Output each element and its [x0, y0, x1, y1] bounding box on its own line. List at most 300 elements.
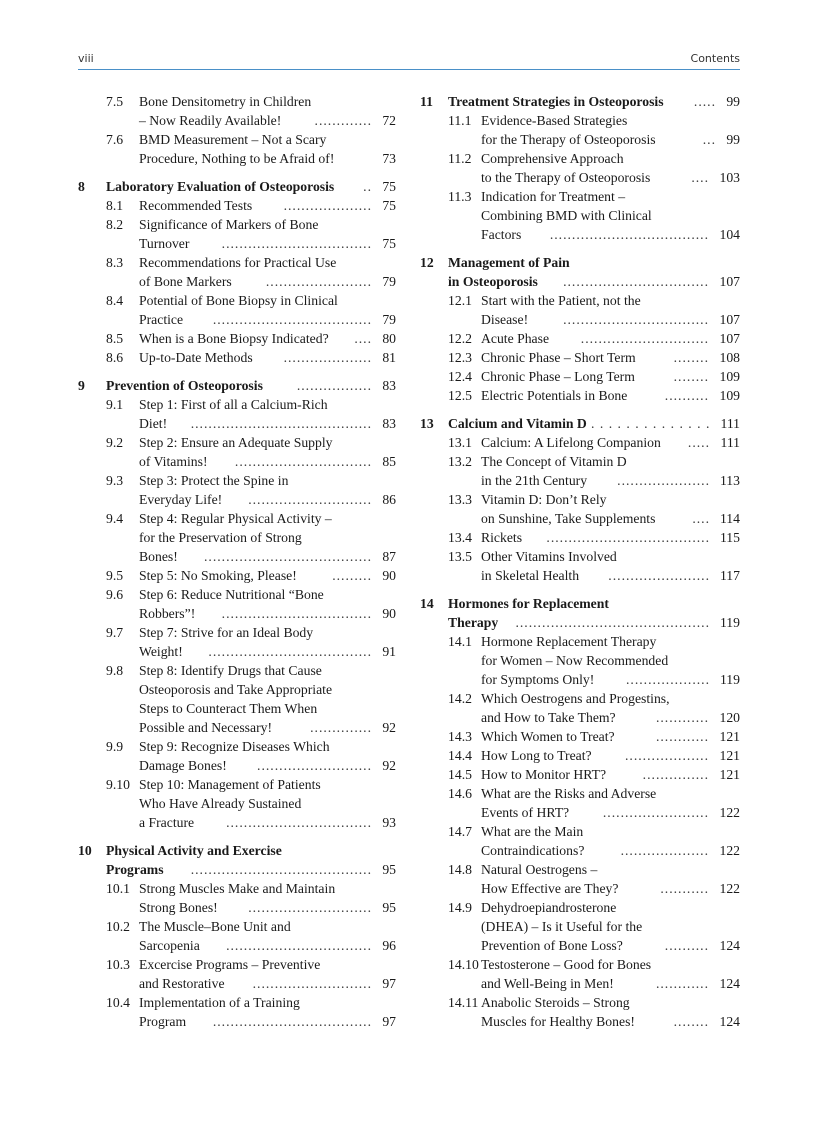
- toc-section-entry[interactable]: [78, 196, 396, 215]
- chapter-spacer: [420, 405, 740, 414]
- toc-section-entry[interactable]: [420, 367, 740, 386]
- page-number: 86: [382, 492, 396, 507]
- section-title: Recommendations for Practical Use: [139, 255, 337, 270]
- section-title: Sarcopenia: [139, 938, 200, 953]
- page-number: 95: [382, 900, 396, 915]
- section-title: Prevention of Bone Loss?: [481, 938, 623, 953]
- toc-section-entry[interactable]: [420, 225, 740, 244]
- section-title: Program: [139, 1014, 187, 1029]
- page-number: 96: [382, 938, 396, 953]
- section-title: How to Monitor HRT?: [481, 767, 607, 782]
- dot-leader: ........: [673, 369, 709, 384]
- page-number: 107: [719, 331, 740, 346]
- page-number: 90: [382, 606, 396, 621]
- toc-section-entry[interactable]: [78, 329, 396, 348]
- dot-leader: .........................................: [190, 416, 372, 431]
- section-number: 9.7: [106, 625, 124, 640]
- section-title: Osteoporosis and Take Appropriate: [139, 682, 333, 697]
- section-title: and Restorative: [139, 976, 225, 991]
- toc-section-entry[interactable]: [420, 547, 740, 566]
- dot-leader: .....................................: [546, 530, 710, 545]
- section-number: 13.5: [448, 549, 472, 564]
- toc-section-entry[interactable]: [78, 111, 396, 130]
- toc-section-entry[interactable]: [420, 727, 740, 746]
- page-number: 92: [382, 758, 396, 773]
- dot-leader: ...........: [660, 881, 709, 896]
- section-title: Diet!: [139, 416, 168, 431]
- dot-leader: ............................................: [515, 615, 710, 630]
- page-number: 111: [720, 435, 740, 450]
- dot-leader: .................................: [226, 938, 372, 953]
- section-number: 14.7: [448, 824, 472, 839]
- toc-section-entry[interactable]: [78, 623, 396, 642]
- toc-section-entry[interactable]: [78, 149, 396, 168]
- dot-leader: ............: [655, 710, 709, 725]
- dot-leader: .....................................: [208, 644, 372, 659]
- toc-section-entry[interactable]: [420, 670, 740, 689]
- section-title: Calcium: A Lifelong Companion: [481, 435, 661, 450]
- section-title: – Now Readily Available!: [139, 113, 282, 128]
- page-number: 122: [719, 881, 740, 896]
- dot-leader: ............................: [248, 492, 372, 507]
- toc-section-entry[interactable]: [420, 329, 740, 348]
- section-number: 7.6: [106, 132, 124, 147]
- toc-section-entry[interactable]: [78, 452, 396, 471]
- page-number: 124: [719, 938, 740, 953]
- chapter-number: 8: [78, 179, 85, 194]
- dot-leader: ...............: [642, 767, 709, 782]
- toc-section-entry[interactable]: [420, 168, 740, 187]
- toc-section-entry[interactable]: [78, 92, 396, 111]
- toc-chapter-entry[interactable]: [420, 272, 740, 291]
- page-number: 90: [382, 568, 396, 583]
- section-title: Step 6: Reduce Nutritional “Bone: [139, 587, 324, 602]
- dot-leader: ...................: [625, 672, 710, 687]
- chapter-spacer: [420, 585, 740, 594]
- page-number: 81: [382, 350, 396, 365]
- section-title: Significance of Markers of Bone: [139, 217, 319, 232]
- toc-section-entry[interactable]: [420, 291, 740, 310]
- section-title: Comprehensive Approach: [481, 151, 624, 166]
- section-number: 8.2: [106, 217, 124, 232]
- section-title: for the Preservation of Strong: [139, 530, 302, 545]
- chapter-spacer: [78, 832, 396, 841]
- chapter-title: Prevention of Osteoporosis: [106, 378, 263, 393]
- toc-right-column: [420, 92, 740, 1031]
- section-title: Factors: [481, 227, 522, 242]
- section-title: Step 1: First of all a Calcium-Rich: [139, 397, 328, 412]
- section-title: Anabolic Steroids – Strong: [481, 995, 630, 1010]
- dot-leader: ..........: [664, 388, 709, 403]
- toc-section-entry[interactable]: [78, 585, 396, 604]
- section-title: Strong Bones!: [139, 900, 218, 915]
- toc-section-entry[interactable]: [420, 917, 740, 936]
- section-title: Contraindications?: [481, 843, 585, 858]
- dot-leader: ...........................: [252, 976, 372, 991]
- toc-section-entry[interactable]: [420, 784, 740, 803]
- page-number: 97: [382, 1014, 396, 1029]
- toc-section-entry[interactable]: [78, 234, 396, 253]
- section-title: Evidence-Based Strategies: [481, 113, 628, 128]
- toc-section-entry[interactable]: [420, 955, 740, 974]
- toc-chapter-entry[interactable]: [78, 177, 396, 196]
- section-number: 13.4: [448, 530, 472, 545]
- section-title: Hormone Replacement Therapy: [481, 634, 657, 649]
- section-number: 8.4: [106, 293, 124, 308]
- toc-section-entry[interactable]: [420, 746, 740, 765]
- section-number: 12.2: [448, 331, 472, 346]
- page-number: 111: [720, 416, 740, 431]
- section-title: Disease!: [481, 312, 529, 327]
- dot-leader: .................................: [226, 815, 372, 830]
- toc-section-entry[interactable]: [78, 130, 396, 149]
- section-number: 8.6: [106, 350, 124, 365]
- chapter-number: 13: [420, 416, 434, 431]
- section-title: for Symptoms Only!: [481, 672, 595, 687]
- running-title: Contents: [690, 52, 740, 65]
- page-number: 97: [382, 976, 396, 991]
- page-number: 109: [719, 369, 740, 384]
- toc-section-entry[interactable]: [78, 291, 396, 310]
- toc-section-entry[interactable]: [78, 253, 396, 272]
- chapter-title: Treatment Strategies in Osteoporosis: [448, 94, 664, 109]
- toc-section-entry[interactable]: [78, 1012, 396, 1031]
- section-number: 14.8: [448, 862, 472, 877]
- section-title: of Bone Markers: [139, 274, 232, 289]
- toc-section-entry[interactable]: [420, 841, 740, 860]
- section-title: Weight!: [139, 644, 183, 659]
- dot-leader: ....: [692, 511, 710, 526]
- section-title: How Effective are They?: [481, 881, 619, 896]
- chapter-title: Programs: [106, 862, 164, 877]
- toc-section-entry[interactable]: [420, 310, 740, 329]
- toc-section-entry[interactable]: [420, 149, 740, 168]
- toc-section-entry[interactable]: [78, 547, 396, 566]
- dot-leader: ....................: [283, 198, 372, 213]
- toc-section-entry[interactable]: [78, 433, 396, 452]
- toc-section-entry[interactable]: [420, 860, 740, 879]
- toc-section-entry[interactable]: [420, 974, 740, 993]
- section-title: of Vitamins!: [139, 454, 208, 469]
- dot-leader: ........................: [265, 274, 372, 289]
- toc-section-entry[interactable]: [78, 414, 396, 433]
- chapter-title: in Osteoporosis: [448, 274, 538, 289]
- section-title: How Long to Treat?: [481, 748, 592, 763]
- dot-leader: .......................: [608, 568, 710, 583]
- section-number: 9.9: [106, 739, 124, 754]
- toc-section-entry[interactable]: [78, 661, 396, 680]
- section-number: 14.10: [448, 957, 479, 972]
- toc-section-entry[interactable]: [420, 452, 740, 471]
- section-title: Everyday Life!: [139, 492, 223, 507]
- dot-leader: ....................................: [212, 312, 372, 327]
- page-number: 80: [382, 331, 396, 346]
- toc-section-entry[interactable]: [420, 879, 740, 898]
- toc-section-entry[interactable]: [78, 756, 396, 775]
- dot-leader: ..............: [310, 720, 372, 735]
- section-title: Rickets: [481, 530, 523, 545]
- section-title: Up-to-Date Methods: [139, 350, 253, 365]
- toc-section-entry[interactable]: [420, 386, 740, 405]
- page-number: 121: [719, 748, 740, 763]
- section-number: 8.3: [106, 255, 124, 270]
- section-number: 9.2: [106, 435, 124, 450]
- dot-leader: ..........: [664, 938, 709, 953]
- toc-chapter-entry[interactable]: [420, 594, 740, 613]
- section-number: 12.3: [448, 350, 472, 365]
- dot-leader: ..................................: [221, 236, 372, 251]
- dot-leader: ............................: [248, 900, 372, 915]
- section-title: Dehydroepiandrosterone: [481, 900, 617, 915]
- section-title: Acute Phase: [481, 331, 550, 346]
- toc-chapter-entry[interactable]: [78, 841, 396, 860]
- section-number: 14.2: [448, 691, 472, 706]
- dot-leader: ...............................: [234, 454, 372, 469]
- section-number: 9.3: [106, 473, 124, 488]
- toc-section-entry[interactable]: [420, 509, 740, 528]
- page-number: 92: [382, 720, 396, 735]
- toc-section-entry[interactable]: [420, 803, 740, 822]
- toc-section-entry[interactable]: [78, 813, 396, 832]
- toc-section-entry[interactable]: [420, 187, 740, 206]
- section-number: 9.4: [106, 511, 124, 526]
- section-title: Chronic Phase – Short Term: [481, 350, 636, 365]
- toc-section-entry[interactable]: [420, 471, 740, 490]
- toc-section-entry[interactable]: [420, 689, 740, 708]
- section-title: on Sunshine, Take Supplements: [481, 511, 656, 526]
- toc-section-entry[interactable]: [420, 566, 740, 585]
- section-number: 14.1: [448, 634, 472, 649]
- section-number: 14.5: [448, 767, 472, 782]
- toc-section-entry[interactable]: [420, 206, 740, 225]
- section-title: Chronic Phase – Long Term: [481, 369, 635, 384]
- section-number: 9.5: [106, 568, 124, 583]
- section-title: Step 8: Identify Drugs that Cause: [139, 663, 322, 678]
- page-number: 87: [382, 549, 396, 564]
- section-number: 14.6: [448, 786, 472, 801]
- toc-chapter-entry[interactable]: [420, 92, 740, 111]
- page-number: 114: [719, 511, 740, 526]
- section-number: 9.6: [106, 587, 124, 602]
- page-number: 75: [382, 198, 396, 213]
- section-title: What are the Risks and Adverse: [481, 786, 657, 801]
- section-title: Step 7: Strive for an Ideal Body: [139, 625, 314, 640]
- section-title: Steps to Counteract Them When: [139, 701, 318, 716]
- chapter-title: Management of Pain: [448, 255, 570, 270]
- dot-leader: .................................: [563, 312, 709, 327]
- page-number: 73: [382, 151, 396, 166]
- toc-section-entry[interactable]: [420, 993, 740, 1012]
- chapter-number: 10: [78, 843, 92, 858]
- section-title: Testosterone – Good for Bones: [481, 957, 652, 972]
- dot-leader: ....................: [620, 843, 709, 858]
- section-title: in the 21th Century: [481, 473, 588, 488]
- toc-section-entry[interactable]: [420, 898, 740, 917]
- section-title: and How to Take Them?: [481, 710, 616, 725]
- page-number: 121: [719, 729, 740, 744]
- section-title: to the Therapy of Osteoporosis: [481, 170, 651, 185]
- toc-section-entry[interactable]: [420, 111, 740, 130]
- dot-leader: ........: [673, 1014, 709, 1029]
- section-number: 14.9: [448, 900, 472, 915]
- toc-section-entry[interactable]: [78, 794, 396, 813]
- toc-section-entry[interactable]: [420, 130, 740, 149]
- toc-section-entry[interactable]: [78, 310, 396, 329]
- dot-leader: ....................................: [212, 1014, 372, 1029]
- toc-chapter-entry[interactable]: [78, 860, 396, 879]
- section-title: The Muscle–Bone Unit and: [139, 919, 291, 934]
- toc-section-entry[interactable]: [78, 471, 396, 490]
- toc-section-entry[interactable]: [420, 348, 740, 367]
- dot-leader: ..: [363, 179, 372, 194]
- toc-section-entry[interactable]: [78, 917, 396, 936]
- toc-section-entry[interactable]: [420, 433, 740, 452]
- section-title: Excercise Programs – Preventive: [139, 957, 321, 972]
- section-title: Step 10: Management of Patients: [139, 777, 321, 792]
- toc-section-entry[interactable]: [78, 680, 396, 699]
- toc-section-entry[interactable]: [78, 272, 396, 291]
- toc-section-entry[interactable]: [78, 879, 396, 898]
- toc-left-column: [78, 92, 396, 1031]
- toc-section-entry[interactable]: [78, 566, 396, 585]
- toc-section-entry[interactable]: [78, 642, 396, 661]
- section-title: Muscles for Healthy Bones!: [481, 1014, 635, 1029]
- section-title: Which Women to Treat?: [481, 729, 615, 744]
- page-number: 79: [382, 312, 396, 327]
- toc-section-entry[interactable]: [420, 708, 740, 727]
- section-title: The Concept of Vitamin D: [481, 454, 627, 469]
- toc-section-entry[interactable]: [78, 974, 396, 993]
- toc-section-entry[interactable]: [78, 699, 396, 718]
- toc-section-entry[interactable]: [420, 632, 740, 651]
- section-number: 8.5: [106, 331, 124, 346]
- section-title: Step 9: Recognize Diseases Which: [139, 739, 330, 754]
- toc-section-entry[interactable]: [78, 993, 396, 1012]
- section-title: Vitamin D: Don’t Rely: [481, 492, 607, 507]
- section-title: Events of HRT?: [481, 805, 570, 820]
- dot-leader: ...................: [624, 748, 709, 763]
- toc-section-entry[interactable]: [78, 737, 396, 756]
- toc-chapter-entry[interactable]: [420, 613, 740, 632]
- toc-section-entry[interactable]: [78, 509, 396, 528]
- toc-section-entry[interactable]: [420, 936, 740, 955]
- chapter-number: 11: [420, 94, 433, 109]
- page-number: 83: [382, 416, 396, 431]
- section-number: 14.3: [448, 729, 472, 744]
- page-number: 122: [719, 805, 740, 820]
- dot-leader: ....................: [283, 350, 372, 365]
- section-title: Natural Oestrogens –: [481, 862, 598, 877]
- chapter-title: Therapy: [448, 615, 499, 630]
- toc-section-entry[interactable]: [78, 604, 396, 623]
- section-number: 8.1: [106, 198, 124, 213]
- dot-leader: . . . . . . . . . . . . . .: [591, 416, 710, 431]
- dot-leader: ......................................: [203, 549, 372, 564]
- section-title: Damage Bones!: [139, 758, 227, 773]
- dot-leader: .........: [332, 568, 372, 583]
- page-number: 104: [719, 227, 740, 242]
- dot-leader: ............: [655, 729, 709, 744]
- page-number: 121: [719, 767, 740, 782]
- toc-chapter-entry[interactable]: [420, 414, 740, 433]
- toc-section-entry[interactable]: [420, 490, 740, 509]
- toc-section-entry[interactable]: [78, 490, 396, 509]
- page-number: 124: [719, 1014, 740, 1029]
- dot-leader: .....................: [617, 473, 710, 488]
- page-number: 117: [719, 568, 740, 583]
- section-number: 11.1: [448, 113, 472, 128]
- page-number: 79: [382, 274, 396, 289]
- dot-leader: .....: [693, 94, 716, 109]
- toc-section-entry[interactable]: [78, 936, 396, 955]
- running-header: [78, 52, 740, 70]
- section-title: for Women – Now Recommended: [481, 653, 669, 668]
- section-title: Strong Muscles Make and Maintain: [139, 881, 336, 896]
- toc-section-entry[interactable]: [78, 348, 396, 367]
- section-title: Possible and Necessary!: [139, 720, 273, 735]
- dot-leader: ............: [655, 976, 709, 991]
- section-title: Practice: [139, 312, 184, 327]
- section-number: 10.4: [106, 995, 130, 1010]
- toc-section-entry[interactable]: [420, 651, 740, 670]
- section-title: Who Have Already Sustained: [139, 796, 302, 811]
- section-title: Bone Densitometry in Children: [139, 94, 312, 109]
- section-title: Electric Potentials in Bone: [481, 388, 628, 403]
- section-title: a Fracture: [139, 815, 195, 830]
- dot-leader: .................................: [563, 274, 709, 289]
- section-number: 7.5: [106, 94, 124, 109]
- dot-leader: ....................................: [549, 227, 709, 242]
- chapter-spacer: [420, 244, 740, 253]
- page-number: 85: [382, 454, 396, 469]
- chapter-title: Laboratory Evaluation of Osteoporosis: [106, 179, 335, 194]
- toc-section-entry[interactable]: [420, 528, 740, 547]
- page-number: 107: [719, 312, 740, 327]
- toc-section-entry[interactable]: [420, 822, 740, 841]
- toc-section-entry[interactable]: [78, 898, 396, 917]
- toc-section-entry[interactable]: [420, 765, 740, 784]
- section-number: 14.11: [448, 995, 479, 1010]
- toc-chapter-entry[interactable]: [420, 253, 740, 272]
- section-title: for the Therapy of Osteoporosis: [481, 132, 656, 147]
- toc-section-entry[interactable]: [420, 1012, 740, 1031]
- section-title: Step 3: Protect the Spine in: [139, 473, 289, 488]
- page-number: 95: [382, 862, 396, 877]
- toc-section-entry[interactable]: [78, 775, 396, 794]
- section-number: 12.4: [448, 369, 472, 384]
- toc-section-entry[interactable]: [78, 395, 396, 414]
- section-number: 11.2: [448, 151, 472, 166]
- dot-leader: .............................: [580, 331, 709, 346]
- toc-section-entry[interactable]: [78, 718, 396, 737]
- section-title: Procedure, Nothing to be Afraid of!: [139, 151, 335, 166]
- section-title: Indication for Treatment –: [481, 189, 626, 204]
- toc-section-entry[interactable]: [78, 528, 396, 547]
- section-number: 11.3: [448, 189, 472, 204]
- dot-leader: ........: [673, 350, 709, 365]
- page-number: 119: [719, 615, 740, 630]
- section-number: 9.8: [106, 663, 124, 678]
- section-number: 14.4: [448, 748, 472, 763]
- section-title: Which Oestrogens and Progestins,: [481, 691, 670, 706]
- dot-leader: ...: [702, 132, 716, 147]
- dot-leader: ........................: [602, 805, 709, 820]
- toc-section-entry[interactable]: [78, 215, 396, 234]
- page-number: 122: [719, 843, 740, 858]
- toc-section-entry[interactable]: [78, 955, 396, 974]
- toc-chapter-entry[interactable]: [78, 376, 396, 395]
- chapter-number: 9: [78, 378, 85, 393]
